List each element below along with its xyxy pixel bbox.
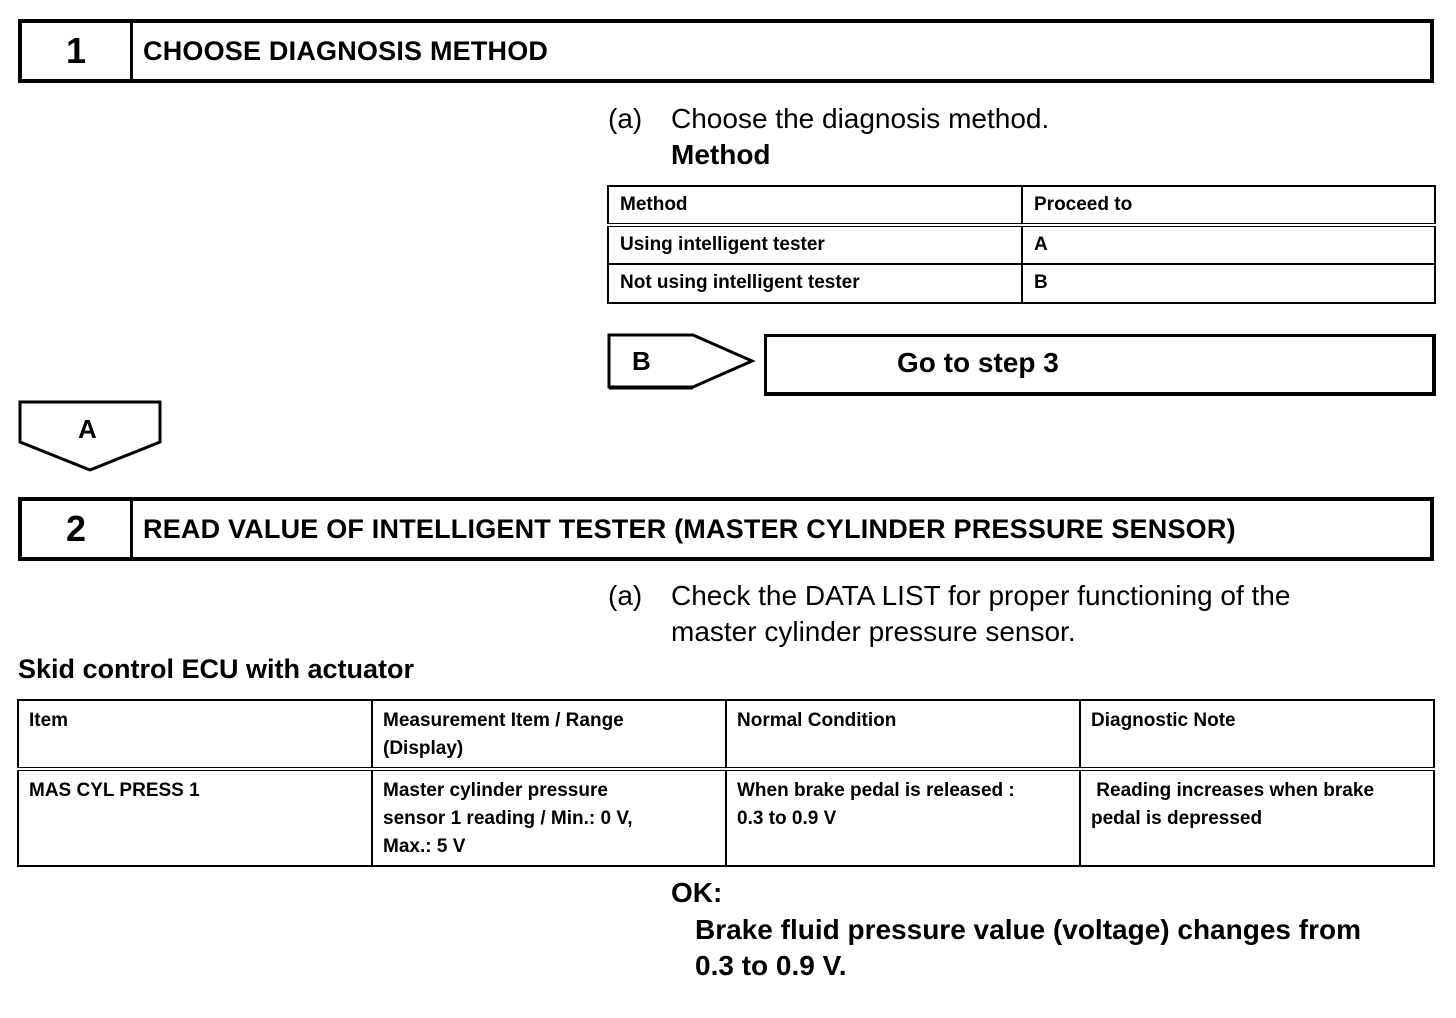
instruction-label: (a) xyxy=(608,103,643,134)
step-title: READ VALUE OF INTELLIGENT TESTER (MASTER CYLINDER PRESSURE SENSOR) xyxy=(143,513,1236,544)
step-title: CHOOSE DIAGNOSIS METHOD xyxy=(143,35,549,66)
table-cell: Not using intelligent tester xyxy=(608,264,1022,303)
cell-line: Master cylinder pressure xyxy=(383,780,608,801)
measurement-cell xyxy=(372,769,726,866)
cell-line: Reading increases when brake xyxy=(1091,780,1375,801)
header-cell: Normal Condition xyxy=(726,700,1080,769)
table-row xyxy=(608,264,1435,303)
header-cell: Item xyxy=(18,700,372,769)
step-number: 1 xyxy=(22,23,133,79)
branch-b-label: B xyxy=(632,346,651,376)
cell-line: When brake pedal is released : xyxy=(737,780,1015,801)
normal-condition-cell xyxy=(726,769,1080,866)
header-cell: Proceed to xyxy=(1022,186,1435,225)
step-2-instruction xyxy=(608,578,1448,650)
table-header-row xyxy=(608,186,1435,225)
header-cell: Diagnostic Note xyxy=(1080,700,1434,769)
branch-a-label: A xyxy=(78,414,97,444)
go-to-step-text: Go to step 3 xyxy=(897,347,1059,378)
ok-text-line1: Brake fluid pressure value (voltage) changes from xyxy=(695,914,1361,945)
table-header-row xyxy=(18,700,1434,769)
method-subheading: Method xyxy=(671,139,771,170)
cell-line: pedal is depressed xyxy=(1091,808,1263,829)
diagnostic-note-cell xyxy=(1080,769,1434,866)
instruction-text: Choose the diagnosis method. xyxy=(671,103,1050,134)
step-1-header xyxy=(18,19,1434,83)
step-2-header xyxy=(18,497,1434,561)
cell-line: sensor 1 reading / Min.: 0 V, xyxy=(383,808,633,829)
instruction-text-line2: master cylinder pressure sensor. xyxy=(671,616,1076,647)
branch-b-arrow-icon xyxy=(607,333,757,393)
ok-text-line2: 0.3 to 0.9 V. xyxy=(695,950,847,981)
data-list-table xyxy=(17,699,1435,867)
table-row xyxy=(18,769,1434,866)
cell-line: 0.3 to 0.9 V xyxy=(737,808,837,829)
table-cell: Using intelligent tester xyxy=(608,225,1022,264)
table-cell: A xyxy=(1022,225,1435,264)
cell-line: Max.: 5 V xyxy=(383,836,466,857)
step-number: 2 xyxy=(22,501,133,557)
data-section-title: Skid control ECU with actuator xyxy=(18,654,415,684)
step-1-instruction xyxy=(608,101,1428,173)
instruction-text-line1: Check the DATA LIST for proper functioning of the xyxy=(671,580,1291,611)
header-cell-line: Measurement Item / Range xyxy=(383,710,624,731)
table-row xyxy=(608,225,1435,264)
header-cell-line: (Display) xyxy=(383,738,464,759)
ok-label: OK: xyxy=(671,877,723,908)
go-to-step-box[interactable] xyxy=(764,334,1436,396)
table-cell: B xyxy=(1022,264,1435,303)
item-cell: MAS CYL PRESS 1 xyxy=(18,769,372,866)
instruction-label: (a) xyxy=(608,580,643,611)
header-cell: Method xyxy=(608,186,1022,225)
method-table xyxy=(607,185,1436,304)
header-cell xyxy=(372,700,726,769)
